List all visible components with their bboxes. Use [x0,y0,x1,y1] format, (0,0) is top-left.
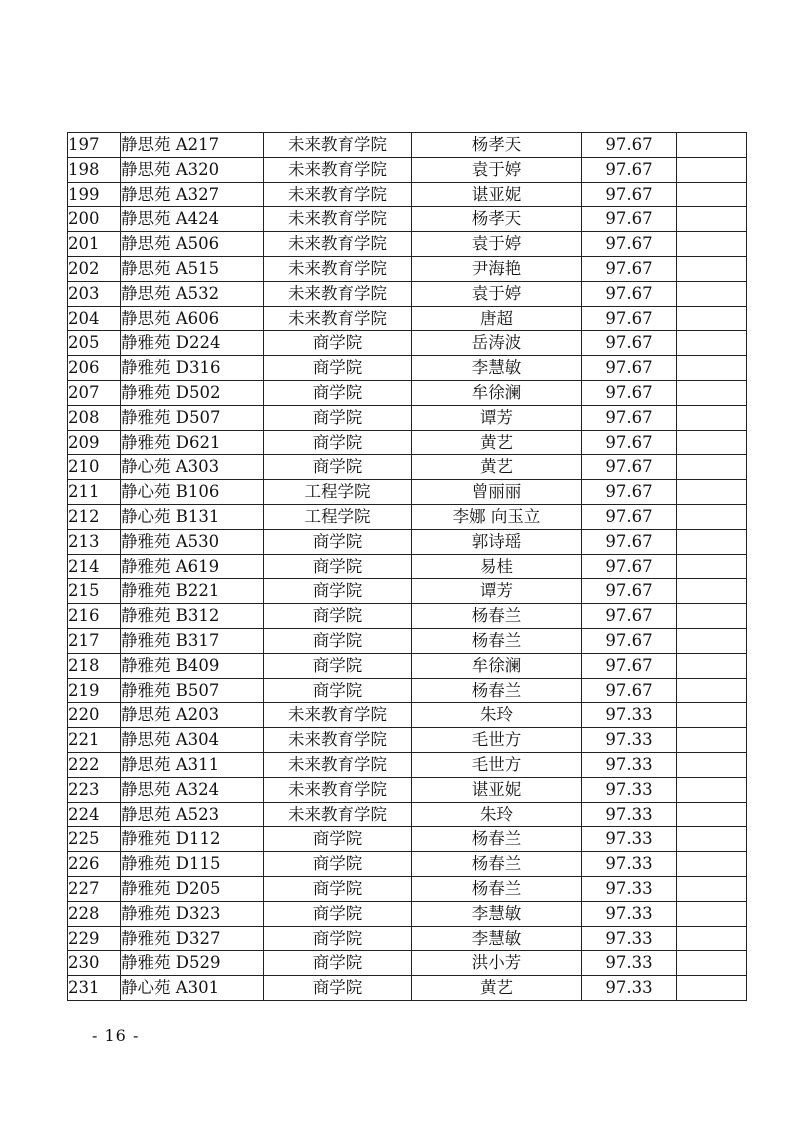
dorm-room-cell: 静思苑 A327 [121,182,264,207]
college-cell: 商学院 [264,430,412,455]
note-cell [677,380,747,405]
row-number-cell: 198 [68,157,121,182]
dorm-room-cell: 静思苑 A203 [121,703,264,728]
score-cell: 97.67 [582,331,677,356]
college-cell: 商学院 [264,901,412,926]
college-cell: 商学院 [264,579,412,604]
table-row [68,827,747,852]
note-cell [677,232,747,257]
score-cell: 97.67 [582,628,677,653]
note-cell [677,455,747,480]
dorm-room-cell: 静雅苑 D115 [121,852,264,877]
counselor-name-cell: 杨孝天 [412,207,582,232]
table-row [68,554,747,579]
table-row [68,604,747,629]
college-cell: 商学院 [264,380,412,405]
table-row [68,480,747,505]
row-number-cell: 224 [68,802,121,827]
dorm-room-cell: 静思苑 A320 [121,157,264,182]
row-number-cell: 220 [68,703,121,728]
score-cell: 97.67 [582,281,677,306]
counselor-name-cell: 洪小芳 [412,951,582,976]
college-cell: 商学院 [264,604,412,629]
table-row [68,331,747,356]
dorm-room-cell: 静雅苑 B409 [121,653,264,678]
dorm-room-cell: 静雅苑 D224 [121,331,264,356]
counselor-name-cell: 岳涛波 [412,331,582,356]
note-cell [677,281,747,306]
table-row [68,430,747,455]
table-row [68,926,747,951]
note-cell [677,926,747,951]
table-row [68,653,747,678]
score-cell: 97.67 [582,455,677,480]
college-cell: 未来教育学院 [264,802,412,827]
counselor-name-cell: 李慧敏 [412,356,582,381]
table-row [68,529,747,554]
score-cell: 97.67 [582,678,677,703]
row-number-cell: 205 [68,331,121,356]
college-cell: 未来教育学院 [264,157,412,182]
table-row [68,579,747,604]
dorm-room-cell: 静雅苑 D323 [121,901,264,926]
college-cell: 未来教育学院 [264,207,412,232]
counselor-name-cell: 牟徐澜 [412,653,582,678]
college-cell: 未来教育学院 [264,752,412,777]
score-cell: 97.67 [582,529,677,554]
college-cell: 未来教育学院 [264,703,412,728]
note-cell [677,777,747,802]
score-cell: 97.67 [582,133,677,158]
row-number-cell: 218 [68,653,121,678]
note-cell [677,256,747,281]
score-cell: 97.33 [582,703,677,728]
table-row [68,802,747,827]
row-number-cell: 204 [68,306,121,331]
table-row [68,678,747,703]
row-number-cell: 215 [68,579,121,604]
college-cell: 未来教育学院 [264,182,412,207]
dorm-room-cell: 静雅苑 D529 [121,951,264,976]
score-cell: 97.67 [582,256,677,281]
table-row [68,232,747,257]
counselor-name-cell: 毛世方 [412,752,582,777]
counselor-name-cell: 谌亚妮 [412,777,582,802]
score-cell: 97.67 [582,405,677,430]
note-cell [677,901,747,926]
college-cell: 未来教育学院 [264,281,412,306]
note-cell [677,728,747,753]
note-cell [677,852,747,877]
dorm-room-cell: 静雅苑 B221 [121,579,264,604]
college-cell: 未来教育学院 [264,306,412,331]
score-cell: 97.67 [582,232,677,257]
dorm-room-cell: 静心苑 A303 [121,455,264,480]
dorm-room-cell: 静雅苑 D621 [121,430,264,455]
row-number-cell: 207 [68,380,121,405]
row-number-cell: 217 [68,628,121,653]
note-cell [677,976,747,1001]
dorm-room-cell: 静心苑 B106 [121,480,264,505]
college-cell: 商学院 [264,678,412,703]
dorm-room-cell: 静思苑 A424 [121,207,264,232]
college-cell: 商学院 [264,331,412,356]
dorm-room-cell: 静思苑 A506 [121,232,264,257]
table-row [68,256,747,281]
score-cell: 97.33 [582,728,677,753]
college-cell: 商学院 [264,554,412,579]
note-cell [677,752,747,777]
college-cell: 工程学院 [264,480,412,505]
row-number-cell: 199 [68,182,121,207]
dorm-room-cell: 静雅苑 B312 [121,604,264,629]
row-number-cell: 228 [68,901,121,926]
score-cell: 97.67 [582,380,677,405]
row-number-cell: 211 [68,480,121,505]
counselor-name-cell: 郭诗瑶 [412,529,582,554]
counselor-name-cell: 毛世方 [412,728,582,753]
counselor-name-cell: 唐超 [412,306,582,331]
row-number-cell: 229 [68,926,121,951]
row-number-cell: 197 [68,133,121,158]
score-cell: 97.33 [582,802,677,827]
college-cell: 商学院 [264,455,412,480]
note-cell [677,405,747,430]
dorm-room-cell: 静心苑 A301 [121,976,264,1001]
college-cell: 商学院 [264,852,412,877]
college-cell: 未来教育学院 [264,728,412,753]
table-row [68,133,747,158]
row-number-cell: 201 [68,232,121,257]
counselor-name-cell: 袁于婷 [412,232,582,257]
counselor-name-cell: 朱玲 [412,802,582,827]
note-cell [677,703,747,728]
table-row [68,976,747,1001]
row-number-cell: 226 [68,852,121,877]
row-number-cell: 209 [68,430,121,455]
counselor-name-cell: 黄艺 [412,455,582,480]
counselor-name-cell: 易桂 [412,554,582,579]
college-cell: 商学院 [264,529,412,554]
dorm-room-cell: 静思苑 A523 [121,802,264,827]
dorm-room-cell: 静思苑 A311 [121,752,264,777]
row-number-cell: 200 [68,207,121,232]
table-row [68,628,747,653]
score-cell: 97.33 [582,777,677,802]
score-cell: 97.67 [582,480,677,505]
note-cell [677,827,747,852]
note-cell [677,529,747,554]
table-row [68,405,747,430]
counselor-name-cell: 李慧敏 [412,901,582,926]
score-cell: 97.33 [582,901,677,926]
table-row [68,951,747,976]
row-number-cell: 213 [68,529,121,554]
score-cell: 97.67 [582,554,677,579]
note-cell [677,579,747,604]
counselor-name-cell: 谌亚妮 [412,182,582,207]
score-cell: 97.67 [582,182,677,207]
table-row [68,777,747,802]
dorm-room-cell: 静思苑 A515 [121,256,264,281]
row-number-cell: 206 [68,356,121,381]
note-cell [677,653,747,678]
row-number-cell: 216 [68,604,121,629]
note-cell [677,951,747,976]
dormitory-score-table [67,132,747,1001]
row-number-cell: 210 [68,455,121,480]
counselor-name-cell: 李慧敏 [412,926,582,951]
counselor-name-cell: 牟徐澜 [412,380,582,405]
score-cell: 97.33 [582,876,677,901]
note-cell [677,133,747,158]
dorm-room-cell: 静雅苑 D507 [121,405,264,430]
score-cell: 97.33 [582,852,677,877]
table-row [68,157,747,182]
dorm-room-cell: 静思苑 A606 [121,306,264,331]
counselor-name-cell: 杨春兰 [412,628,582,653]
counselor-name-cell: 尹海艳 [412,256,582,281]
table-row [68,306,747,331]
note-cell [677,356,747,381]
table-row [68,901,747,926]
counselor-name-cell: 杨孝天 [412,133,582,158]
counselor-name-cell: 袁于婷 [412,281,582,306]
dorm-room-cell: 静思苑 A217 [121,133,264,158]
note-cell [677,306,747,331]
college-cell: 未来教育学院 [264,777,412,802]
row-number-cell: 219 [68,678,121,703]
row-number-cell: 214 [68,554,121,579]
note-cell [677,876,747,901]
counselor-name-cell: 杨春兰 [412,876,582,901]
note-cell [677,678,747,703]
counselor-name-cell: 谭芳 [412,579,582,604]
dorm-room-cell: 静雅苑 B317 [121,628,264,653]
row-number-cell: 203 [68,281,121,306]
score-cell: 97.67 [582,430,677,455]
dorm-room-cell: 静雅苑 A619 [121,554,264,579]
row-number-cell: 223 [68,777,121,802]
college-cell: 商学院 [264,827,412,852]
table-row [68,504,747,529]
dorm-room-cell: 静雅苑 D316 [121,356,264,381]
score-cell: 97.67 [582,579,677,604]
row-number-cell: 221 [68,728,121,753]
counselor-name-cell: 杨春兰 [412,852,582,877]
score-cell: 97.33 [582,926,677,951]
counselor-name-cell: 李娜 向玉立 [412,504,582,529]
counselor-name-cell: 杨春兰 [412,827,582,852]
row-number-cell: 230 [68,951,121,976]
dorm-room-cell: 静心苑 B131 [121,504,264,529]
score-cell: 97.33 [582,752,677,777]
dorm-room-cell: 静思苑 A324 [121,777,264,802]
score-cell: 97.67 [582,306,677,331]
score-cell: 97.33 [582,976,677,1001]
college-cell: 未来教育学院 [264,256,412,281]
table-row [68,182,747,207]
college-cell: 商学院 [264,356,412,381]
college-cell: 商学院 [264,653,412,678]
counselor-name-cell: 黄艺 [412,976,582,1001]
score-cell: 97.67 [582,207,677,232]
counselor-name-cell: 谭芳 [412,405,582,430]
row-number-cell: 225 [68,827,121,852]
table-row [68,356,747,381]
college-cell: 商学院 [264,976,412,1001]
row-number-cell: 222 [68,752,121,777]
page-number: - 16 - [92,1026,140,1045]
dorm-room-cell: 静雅苑 D502 [121,380,264,405]
counselor-name-cell: 袁于婷 [412,157,582,182]
note-cell [677,802,747,827]
note-cell [677,331,747,356]
college-cell: 未来教育学院 [264,232,412,257]
dorm-room-cell: 静雅苑 B507 [121,678,264,703]
counselor-name-cell: 朱玲 [412,703,582,728]
counselor-name-cell: 杨春兰 [412,604,582,629]
note-cell [677,604,747,629]
table-row [68,703,747,728]
score-cell: 97.67 [582,356,677,381]
dorm-room-cell: 静思苑 A304 [121,728,264,753]
table-row [68,752,747,777]
score-cell: 97.67 [582,604,677,629]
dorm-room-cell: 静雅苑 D112 [121,827,264,852]
college-cell: 商学院 [264,628,412,653]
score-cell: 97.67 [582,157,677,182]
row-number-cell: 208 [68,405,121,430]
table-row [68,455,747,480]
score-cell: 97.33 [582,827,677,852]
dorm-room-cell: 静雅苑 A530 [121,529,264,554]
note-cell [677,480,747,505]
note-cell [677,157,747,182]
table-row [68,728,747,753]
note-cell [677,554,747,579]
note-cell [677,504,747,529]
note-cell [677,628,747,653]
score-cell: 97.67 [582,653,677,678]
row-number-cell: 202 [68,256,121,281]
college-cell: 工程学院 [264,504,412,529]
college-cell: 商学院 [264,876,412,901]
college-cell: 商学院 [264,951,412,976]
row-number-cell: 227 [68,876,121,901]
table-row [68,380,747,405]
table-body [68,133,747,1001]
table-row [68,207,747,232]
counselor-name-cell: 曾丽丽 [412,480,582,505]
row-number-cell: 212 [68,504,121,529]
college-cell: 商学院 [264,926,412,951]
dorm-room-cell: 静雅苑 D327 [121,926,264,951]
college-cell: 商学院 [264,405,412,430]
dorm-room-cell: 静雅苑 D205 [121,876,264,901]
table-row [68,876,747,901]
note-cell [677,430,747,455]
counselor-name-cell: 黄艺 [412,430,582,455]
table-row [68,281,747,306]
college-cell: 未来教育学院 [264,133,412,158]
row-number-cell: 231 [68,976,121,1001]
score-cell: 97.33 [582,951,677,976]
table-row [68,852,747,877]
score-cell: 97.67 [582,504,677,529]
note-cell [677,207,747,232]
dorm-room-cell: 静思苑 A532 [121,281,264,306]
counselor-name-cell: 杨春兰 [412,678,582,703]
note-cell [677,182,747,207]
